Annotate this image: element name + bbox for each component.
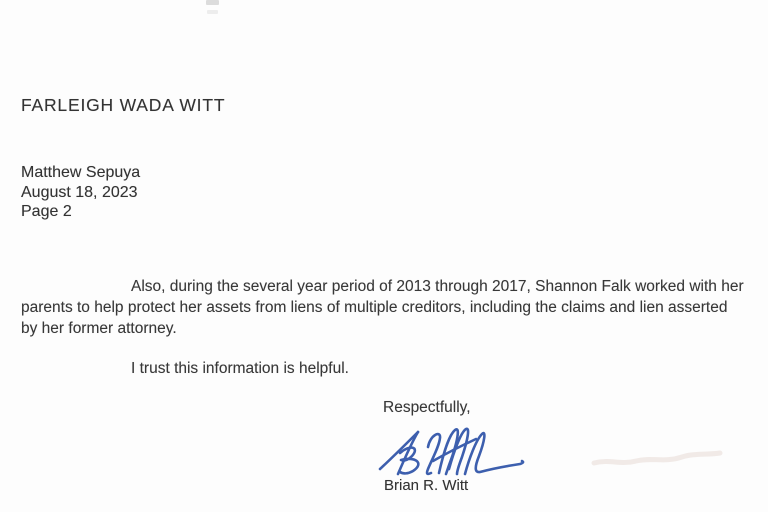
body-paragraph-line: parents to help protect her assets from liens of multiple creditors, including the claims and lien asserted — [21, 299, 728, 316]
signer-name: Brian R. Witt — [384, 477, 469, 494]
scan-artifact-top-mark — [206, 0, 219, 5]
letterhead-firm-name: FARLEIGH WADA WITT — [21, 95, 226, 115]
valediction: Respectfully, — [383, 399, 471, 416]
page-number: Page 2 — [21, 203, 72, 220]
recipient-block — [21, 163, 140, 222]
closing-sentence: I trust this information is helpful. — [131, 360, 349, 377]
letter-date: August 18, 2023 — [21, 183, 138, 201]
body-paragraph — [21, 276, 761, 339]
signature-ink-strokes — [380, 429, 523, 474]
scan-artifact-smudge — [590, 445, 725, 473]
scan-artifact-top-mark-lower — [207, 10, 218, 14]
handwritten-signature-icon — [377, 423, 527, 481]
body-paragraph-line: by her former attorney. — [21, 320, 177, 337]
body-paragraph-line: Also, during the several year period of 2013 through 2017, Shannon Falk worked with her — [131, 278, 744, 295]
recipient-name: Matthew Sepuya — [21, 164, 141, 181]
